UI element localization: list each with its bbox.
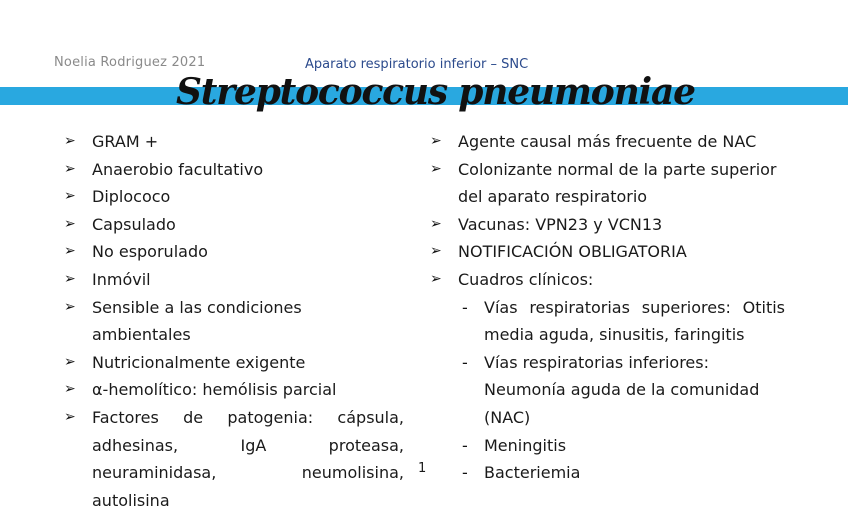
dash-bullet-icon: - xyxy=(462,352,468,372)
arrow-bullet-icon: ➢ xyxy=(430,270,442,287)
list-item xyxy=(64,211,404,239)
list-item xyxy=(430,238,785,266)
arrow-bullet-icon: ➢ xyxy=(64,133,76,149)
list-item-text: NOTIFICACIÓN OBLIGATORIA xyxy=(458,242,687,262)
arrow-bullet-icon: ➢ xyxy=(64,215,76,232)
sublist-item-text: Vías respiratorias superiores: Otitis media aguda, sinusitis, faringitis xyxy=(484,297,785,345)
sublist-item xyxy=(458,432,785,460)
list-item-text: Factores de patogenia: cápsula, adhesinas, IgA proteasa, neuraminidasa, neumolisina, autolisina xyxy=(92,407,404,510)
dash-bullet-icon: - xyxy=(462,463,468,483)
list-item xyxy=(64,128,404,156)
list-item xyxy=(64,349,404,377)
arrow-bullet-icon: ➢ xyxy=(430,243,442,260)
sublist-item xyxy=(458,349,785,432)
list-item-text: Nutricionalmente exigente xyxy=(92,352,306,372)
list-item-text: Agente causal más frecuente de NAC xyxy=(458,132,757,151)
sublist-item-text: Bacteriemia xyxy=(484,463,581,483)
author-label: Noelia Rodriguez 2021 xyxy=(54,55,206,70)
list-item-text: Anaerobio facultativo xyxy=(92,159,264,179)
arrow-bullet-icon: ➢ xyxy=(64,270,76,287)
arrow-bullet-icon: ➢ xyxy=(64,243,76,260)
list-item xyxy=(430,211,785,239)
page-number: 1 xyxy=(418,461,427,476)
list-item-text: No esporulado xyxy=(92,242,208,262)
sublist-item xyxy=(458,294,785,349)
subject-label: Aparato respiratorio inferior – SNC xyxy=(305,57,529,72)
list-item-text: Inmóvil xyxy=(92,269,151,289)
list-item-text: Sensible a las condiciones ambientales xyxy=(92,297,302,345)
list-item-text: Capsulado xyxy=(92,214,176,234)
list-item-text: Diplococo xyxy=(92,187,171,207)
sublist-item xyxy=(458,459,785,487)
list-item-text: GRAM + xyxy=(92,132,159,151)
list-item xyxy=(64,238,404,266)
list-item-text: Cuadros clínicos: xyxy=(458,269,594,289)
dash-bullet-icon: - xyxy=(462,297,468,317)
sublist-item-text: Vías respiratorias inferiores: Neumonía aguda de la comunidad (NAC) xyxy=(484,352,760,427)
dash-bullet-icon: - xyxy=(462,435,468,455)
list-item-text: Vacunas: VPN23 y VCN13 xyxy=(458,214,663,234)
list-item xyxy=(64,266,404,294)
sublist-item-text: Meningitis xyxy=(484,435,567,455)
arrow-bullet-icon: ➢ xyxy=(64,353,76,370)
list-item xyxy=(64,156,404,184)
clinical-pictures-sublist xyxy=(458,294,785,487)
arrow-bullet-icon: ➢ xyxy=(64,408,76,425)
arrow-bullet-icon: ➢ xyxy=(430,160,442,177)
list-item xyxy=(430,156,785,211)
arrow-bullet-icon: ➢ xyxy=(64,188,76,205)
arrow-bullet-icon: ➢ xyxy=(430,133,442,149)
list-item xyxy=(64,183,404,211)
list-item-text: α-hemolítico: hemólisis parcial xyxy=(92,380,337,400)
list-item xyxy=(64,404,404,514)
list-item-text: Colonizante normal de la parte superior del aparato respiratorio xyxy=(458,159,777,207)
arrow-bullet-icon: ➢ xyxy=(64,298,76,315)
arrow-bullet-icon: ➢ xyxy=(64,160,76,177)
list-item xyxy=(64,294,404,349)
characteristics-list xyxy=(64,128,404,514)
arrow-bullet-icon: ➢ xyxy=(430,215,442,232)
list-item xyxy=(64,376,404,404)
clinical-info-list xyxy=(430,128,785,487)
arrow-bullet-icon: ➢ xyxy=(64,381,76,398)
page-title: Streptococcus pneumoniae xyxy=(176,71,695,113)
list-item xyxy=(430,128,785,156)
list-item xyxy=(430,266,785,487)
